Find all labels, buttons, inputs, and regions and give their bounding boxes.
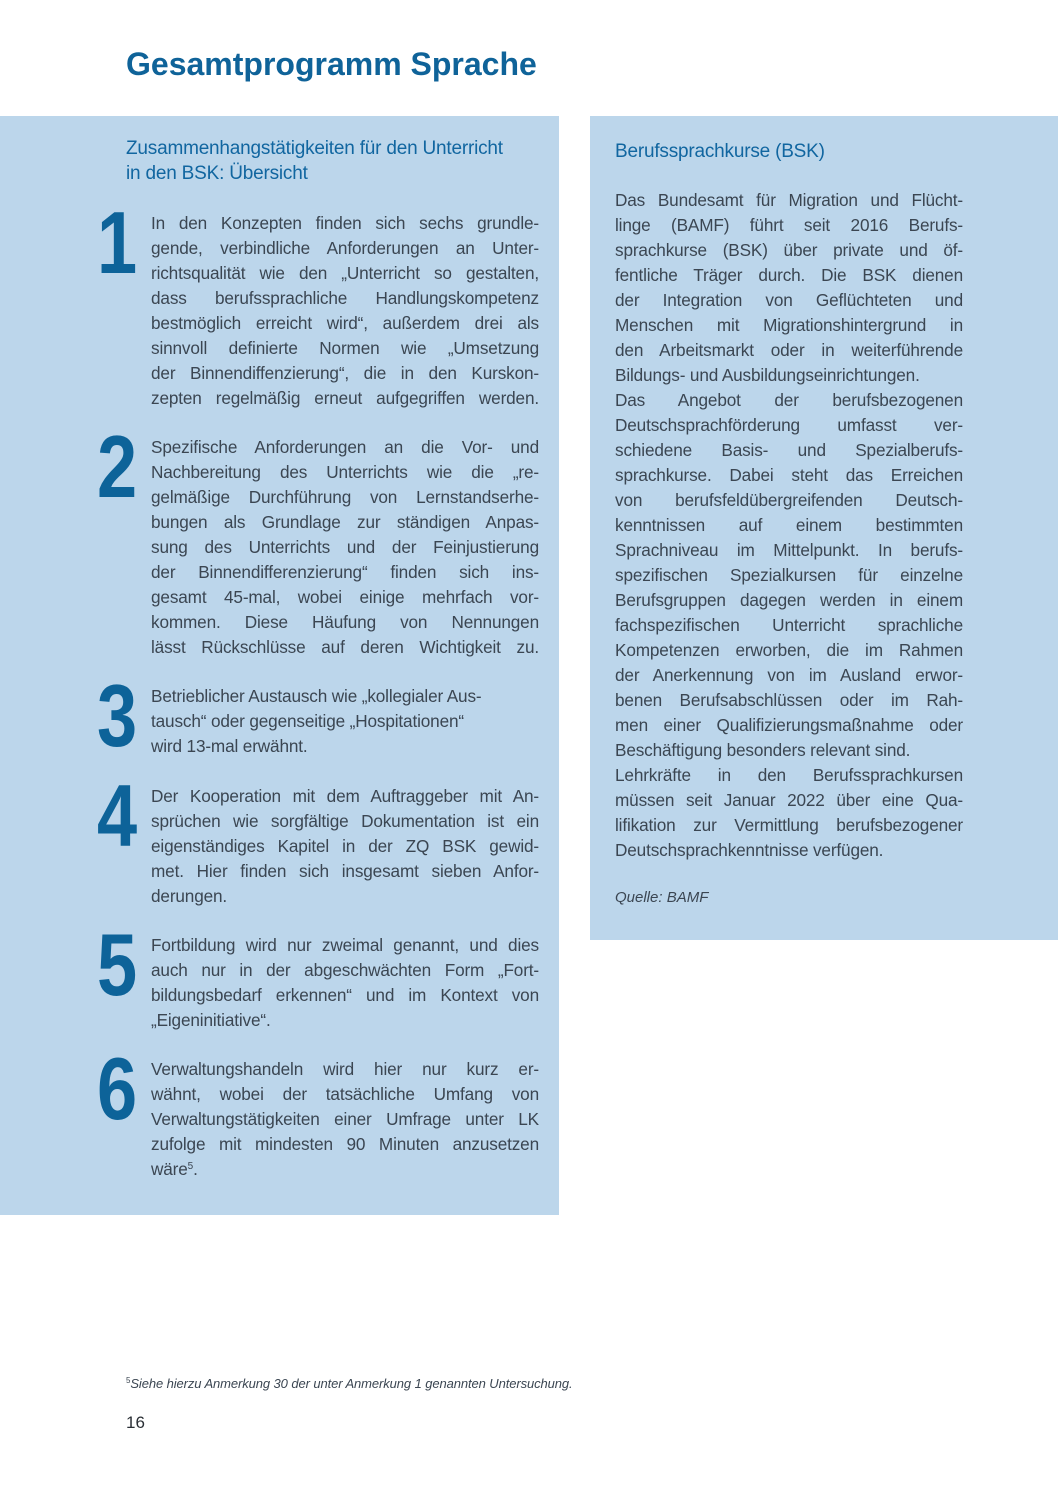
text-line [151,1157,539,1182]
text-line: zufolge mit mindesten 90 Minuten anzusetzen [151,1134,539,1154]
text-line: der Integration von Geflüchteten und [615,290,963,310]
text-line: Das Bundesamt für Migration und Flücht- [615,190,963,210]
text-line: Deutschsprachkenntnisse verfügen. [615,840,884,860]
text-fragment: wäre [151,1159,188,1179]
source-note: Quelle: BAMF [615,889,709,906]
text-line: kommen. Diese Häufung von Nennungen [151,612,539,632]
overview-panel [0,116,559,1215]
item-number: 6 [97,1039,138,1138]
text-line: bildungsbedarf erkennen“ und im Kontext von [151,985,539,1005]
text-line: bungen als Grundlage zur ständigen Anpas- [151,512,539,532]
text-line: lässt Rückschlüsse auf deren Wichtigkeit zu. [151,637,539,657]
item-text [151,933,539,1033]
item-text [151,211,539,411]
text-line: Berufsgruppen dagegen werden in einem [615,590,963,610]
text-line: tausch“ oder gegenseitige „Hospitationen“ [151,711,464,731]
text-line: Spezifische Anforderungen an die Vor- und [151,437,539,457]
text-line: met. Hier finden sich insgesamt sieben Anfor- [151,861,539,881]
footnote-text: Siehe hierzu Anmerkung 30 der unter Anmerkung 1 genannten Untersuchung. [130,1376,573,1391]
text-line: fachspezifischen Unterricht sprachliche [615,615,963,635]
item-number: 5 [97,915,138,1014]
text-line: lifikation zur Vermittlung berufsbezogener [615,815,963,835]
text-line: Das Angebot der berufsbezogenen [615,390,963,410]
text-line: der Anerkennung von im Ausland erwor- [615,665,963,685]
text-line: sprüchen wie sorgfältige Dokumentation ist ein [151,811,539,831]
text-fragment: . [193,1159,198,1179]
text-line: Menschen mit Migrationshintergrund in [615,315,963,335]
text-line: zepten regelmäßig erneut aufgegriffen werden. [151,388,539,408]
text-line: der Binnendiffenzierung“, die in den Kurskon- [151,363,539,383]
overview-heading [126,136,546,186]
text-line: wähnt, wobei der tatsächliche Umfang von [151,1084,539,1104]
text-line: Sprachniveau im Mittelpunkt. In berufs- [615,540,963,560]
text-line: der Binnendifferenzierung“ finden sich ins- [151,562,539,582]
text-line: Bildungs- und Ausbildungseinrichtungen. [615,365,920,385]
text-line: kenntnissen auf einem bestimmten [615,515,963,535]
item-text [151,435,539,660]
text-line: „Eigeninitiative“. [151,1010,271,1030]
text-line: derungen. [151,886,228,906]
text-line: Fortbildung wird nur zweimal genannt, und dies [151,935,539,955]
text-line: Nachbereitung des Unterrichts wie die „re- [151,462,539,482]
text-line: gelmäßige Durchführung von Lernstandserhe- [151,487,539,507]
text-line: Betrieblicher Austausch wie „kollegialer Aus- [151,686,482,706]
text-line: Verwaltungshandeln wird hier nur kurz er- [151,1059,539,1079]
info-box-text [615,188,963,863]
text-line: linge (BAMF) führt seit 2016 Berufs- [615,215,963,235]
footnote-marker: 5 [126,1376,131,1385]
text-line: gesamt 45-mal, wobei einige mehrfach vor- [151,587,539,607]
text-line: dass berufssprachliche Handlungskompetenz [151,288,539,308]
item-text [151,1057,539,1182]
info-box-heading: Berufssprachkurse (BSK) [615,141,825,162]
text-line: schiedene Basis- und Spezialberufs- [615,440,963,460]
text-line: wird 13-mal erwähnt. [151,736,308,756]
text-line: Beschäftigung besonders relevant sind. [615,740,911,760]
text-line: sprachkurse (BSK) über private und öf- [615,240,963,260]
text-line: spezifischen Spezialkursen für einzelne [615,565,963,585]
footnote [126,1376,573,1391]
item-number: 1 [97,193,138,292]
text-line: eigenständiges Kapitel in der ZQ BSK gewid- [151,836,539,856]
text-line: Der Kooperation mit dem Auftraggeber mit An- [151,786,539,806]
page-title: Gesamtprogramm Sprache [126,46,537,82]
page-number: 16 [126,1413,145,1432]
item-number: 2 [97,417,138,516]
text-line: Kompetenzen erworben, die im Rahmen [615,640,963,660]
text-line: Deutschsprachförderung umfasst ver- [615,415,963,435]
text-line: Verwaltungstätigkeiten einer Umfrage unter LK [151,1109,539,1129]
overview-heading-line-2: in den BSK: Übersicht [126,163,308,184]
text-line: müssen seit Januar 2022 über eine Qua- [615,790,963,810]
text-line: sinnvoll definierte Normen wie „Umsetzung [151,338,539,358]
text-line: sprachkurse. Dabei steht das Erreichen [615,465,963,485]
footnote-reference[interactable]: 5 [187,1161,194,1172]
text-line: richtsqualität wie den „Unterricht so gestalten, [151,263,539,283]
text-line: Lehrkräfte in den Berufssprachkursen [615,765,963,785]
text-line: auch nur in der abgeschwächten Form „Fort- [151,960,539,980]
item-number: 4 [97,766,138,865]
text-line: fentliche Träger durch. Die BSK dienen [615,265,963,285]
text-line: benen Berufsabschlüssen oder im Rah- [615,690,963,710]
text-line: gende, verbindliche Anforderungen an Unter- [151,238,539,258]
text-line: den Arbeitsmarkt oder in weiterführende [615,340,963,360]
text-line: sung des Unterrichts und der Feinjustierung [151,537,539,557]
item-number: 3 [97,666,138,765]
overview-heading-line-1: Zusammenhangstätigkeiten für den Unterricht [126,138,503,159]
info-box-bsk [590,116,1058,940]
item-text [151,784,539,909]
text-line: In den Konzepten finden sich sechs grundle- [151,213,539,233]
text-line: men einer Qualifizierungsmaßnahme oder [615,715,963,735]
text-line: von berufsfeldübergreifenden Deutsch- [615,490,963,510]
item-text [151,684,539,759]
text-line: bestmöglich erreicht wird“, außerdem drei als [151,313,539,333]
